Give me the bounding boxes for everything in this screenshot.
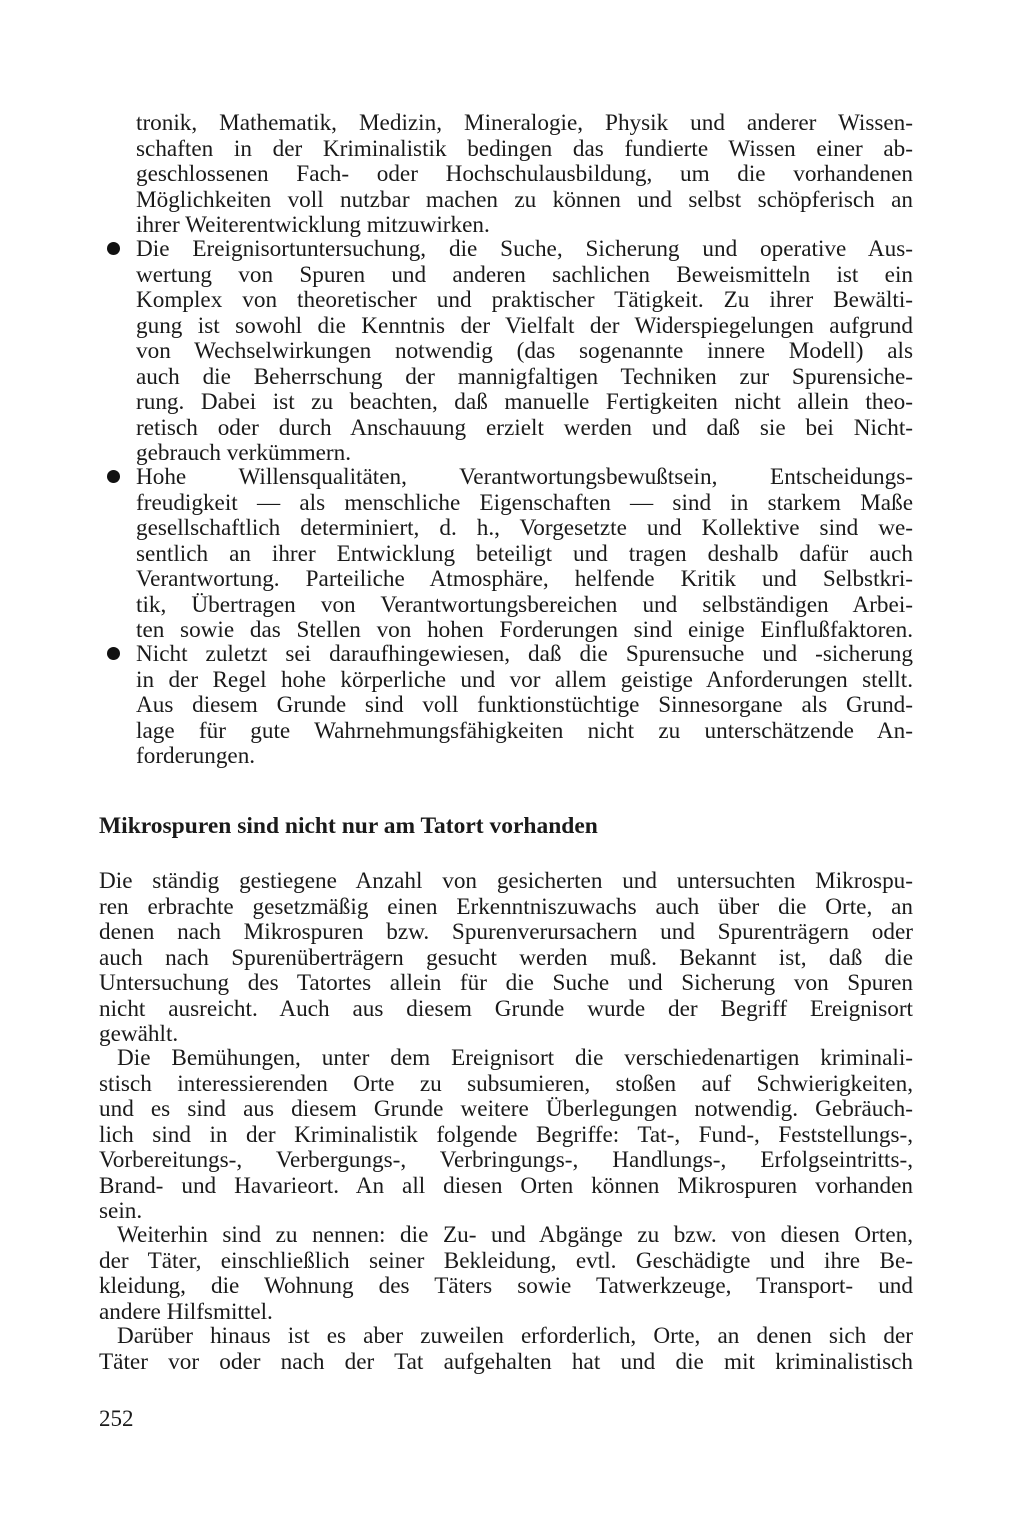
paragraph-line: nicht ausreicht. Auch aus diesem Grunde wurde der Begriff Ereignisort: [99, 996, 913, 1022]
intro-line: ihrer Weiterentwicklung mitzuwirken.: [136, 212, 490, 238]
intro-line: tronik, Mathematik, Medizin, Mineralogie, Physik und anderer Wissen-: [136, 110, 913, 136]
paragraph-line: Untersuchung des Tatortes allein für die Suche und Sicherung von Spuren: [99, 970, 913, 996]
intro-line: geschlossenen Fach- oder Hochschulausbildung, um die vorhandenen: [136, 161, 913, 187]
paragraph-line: der Täter, einschließlich seiner Bekleidung, evtl. Geschädigte und ihre Be-: [99, 1248, 913, 1274]
paragraph-line: und es sind aus diesem Grunde weitere Überlegungen notwendig. Gebräuch-: [99, 1096, 913, 1122]
bullet-line: rung. Dabei ist zu beachten, daß manuelle Fertigkeiten nicht allein theo-: [136, 389, 913, 415]
bullet-line: Nicht zuletzt sei daraufhingewiesen, daß die Spurensuche und -sicherung: [136, 641, 913, 667]
paragraph-line: Darüber hinaus ist es aber zuweilen erforderlich, Orte, an denen sich der: [117, 1323, 913, 1349]
page-number: 252: [99, 1406, 134, 1431]
paragraph-line: kleidung, die Wohnung des Täters sowie Tatwerkzeuge, Transport- und: [99, 1273, 913, 1299]
bullet-line: von Wechselwirkungen notwendig (das sogenannte innere Modell) als: [136, 338, 913, 364]
bullet-line: lage für gute Wahrnehmungsfähigkeiten nicht zu unterschätzende An-: [136, 718, 913, 744]
paragraph-line: sein.: [99, 1198, 143, 1224]
paragraph-line: stisch interessierenden Orte zu subsumieren, stoßen auf Schwierigkeiten,: [99, 1071, 913, 1097]
paragraph-line: auch nach Spurenüberträgern gesucht werden muß. Bekannt ist, daß die: [99, 945, 913, 971]
bullet-line: auch die Beherrschung der mannigfaltigen Techniken zur Spurensiche-: [136, 364, 913, 390]
bullet-line: tik, Übertragen von Verantwortungsbereichen und selbständigen Arbei-: [136, 592, 913, 618]
bullet-line: Hohe Willensqualitäten, Verantwortungsbewußtsein, Entscheidungs-: [136, 464, 913, 490]
bullet-line: Aus diesem Grunde sind voll funktionstüchtige Sinnesorgane als Grund-: [136, 692, 913, 718]
paragraph-line: ren erbrachte gesetzmäßig einen Erkenntniszuwachs auch über die Orte, an: [99, 894, 913, 920]
bullet-line: in der Regel hohe körperliche und vor allem geistige Anforderungen stellt.: [136, 667, 913, 693]
paragraph-line: denen nach Mikrospuren bzw. Spurenverursachern und Spurenträgern oder: [99, 919, 913, 945]
paragraph-line: gewählt.: [99, 1021, 179, 1047]
paragraph-line: Brand- und Havarieort. An all diesen Orten können Mikrospuren vorhanden: [99, 1173, 913, 1199]
bullet-line: Komplex von theoretischer und praktischer Tätigkeit. Zu ihrer Bewälti-: [136, 287, 913, 313]
paragraph-line: Vorbereitungs-, Verbergungs-, Verbringungs-, Handlungs-, Erfolgseintritts-,: [99, 1147, 913, 1173]
paragraph-line: andere Hilfsmittel.: [99, 1299, 273, 1325]
intro-line: schaften in der Kriminalistik bedingen das fundierte Wissen einer ab-: [136, 136, 913, 162]
paragraph-line: Die Bemühungen, unter dem Ereignisort die verschiedenartigen kriminali-: [117, 1045, 913, 1071]
bullet-line: gung ist sowohl die Kenntnis der Vielfalt der Widerspiegelungen aufgrund: [136, 313, 913, 339]
bullet-dot: [107, 242, 120, 255]
paragraph-line: Täter vor oder nach der Tat aufgehalten hat und die mit kriminalistisch: [99, 1349, 913, 1375]
paragraph-line: lich sind in der Kriminalistik folgende Begriffe: Tat-, Fund-, Feststellungs-,: [99, 1122, 913, 1148]
bullet-line: Die Ereignisortuntersuchung, die Suche, Sicherung und operative Aus-: [136, 236, 913, 262]
bullet-line: gesellschaftlich determiniert, d. h., Vorgesetzte und Kollektive sind we-: [136, 515, 913, 541]
bullet-line: gebrauch verkümmern.: [136, 440, 352, 466]
bullet-line: ten sowie das Stellen von hohen Forderungen sind einige Einflußfaktoren.: [136, 617, 913, 643]
bullet-line: forderungen.: [136, 743, 256, 769]
bullet-line: freudigkeit — als menschliche Eigenschaften — sind in starkem Maße: [136, 490, 913, 516]
bullet-line: Verantwortung. Parteiliche Atmosphäre, helfende Kritik und Selbstkri-: [136, 566, 913, 592]
bullet-line: retisch oder durch Anschauung erzielt werden und daß sie bei Nicht-: [136, 415, 913, 441]
paragraph-line: Weiterhin sind zu nennen: die Zu- und Abgänge zu bzw. von diesen Orten,: [117, 1222, 913, 1248]
paragraph-line: Die ständig gestiegene Anzahl von gesicherten und untersuchten Mikrospu-: [99, 868, 913, 894]
intro-line: Möglichkeiten voll nutzbar machen zu können und selbst schöpferisch an: [136, 187, 913, 213]
bullet-dot: [107, 647, 120, 660]
bullet-dot: [107, 470, 120, 483]
section-heading: Mikrospuren sind nicht nur am Tatort vorhanden: [99, 813, 598, 839]
bullet-line: sentlich an ihrer Entwicklung beteiligt und tragen deshalb dafür auch: [136, 541, 913, 567]
bullet-line: wertung von Spuren und anderen sachlichen Beweismitteln ist ein: [136, 262, 913, 288]
